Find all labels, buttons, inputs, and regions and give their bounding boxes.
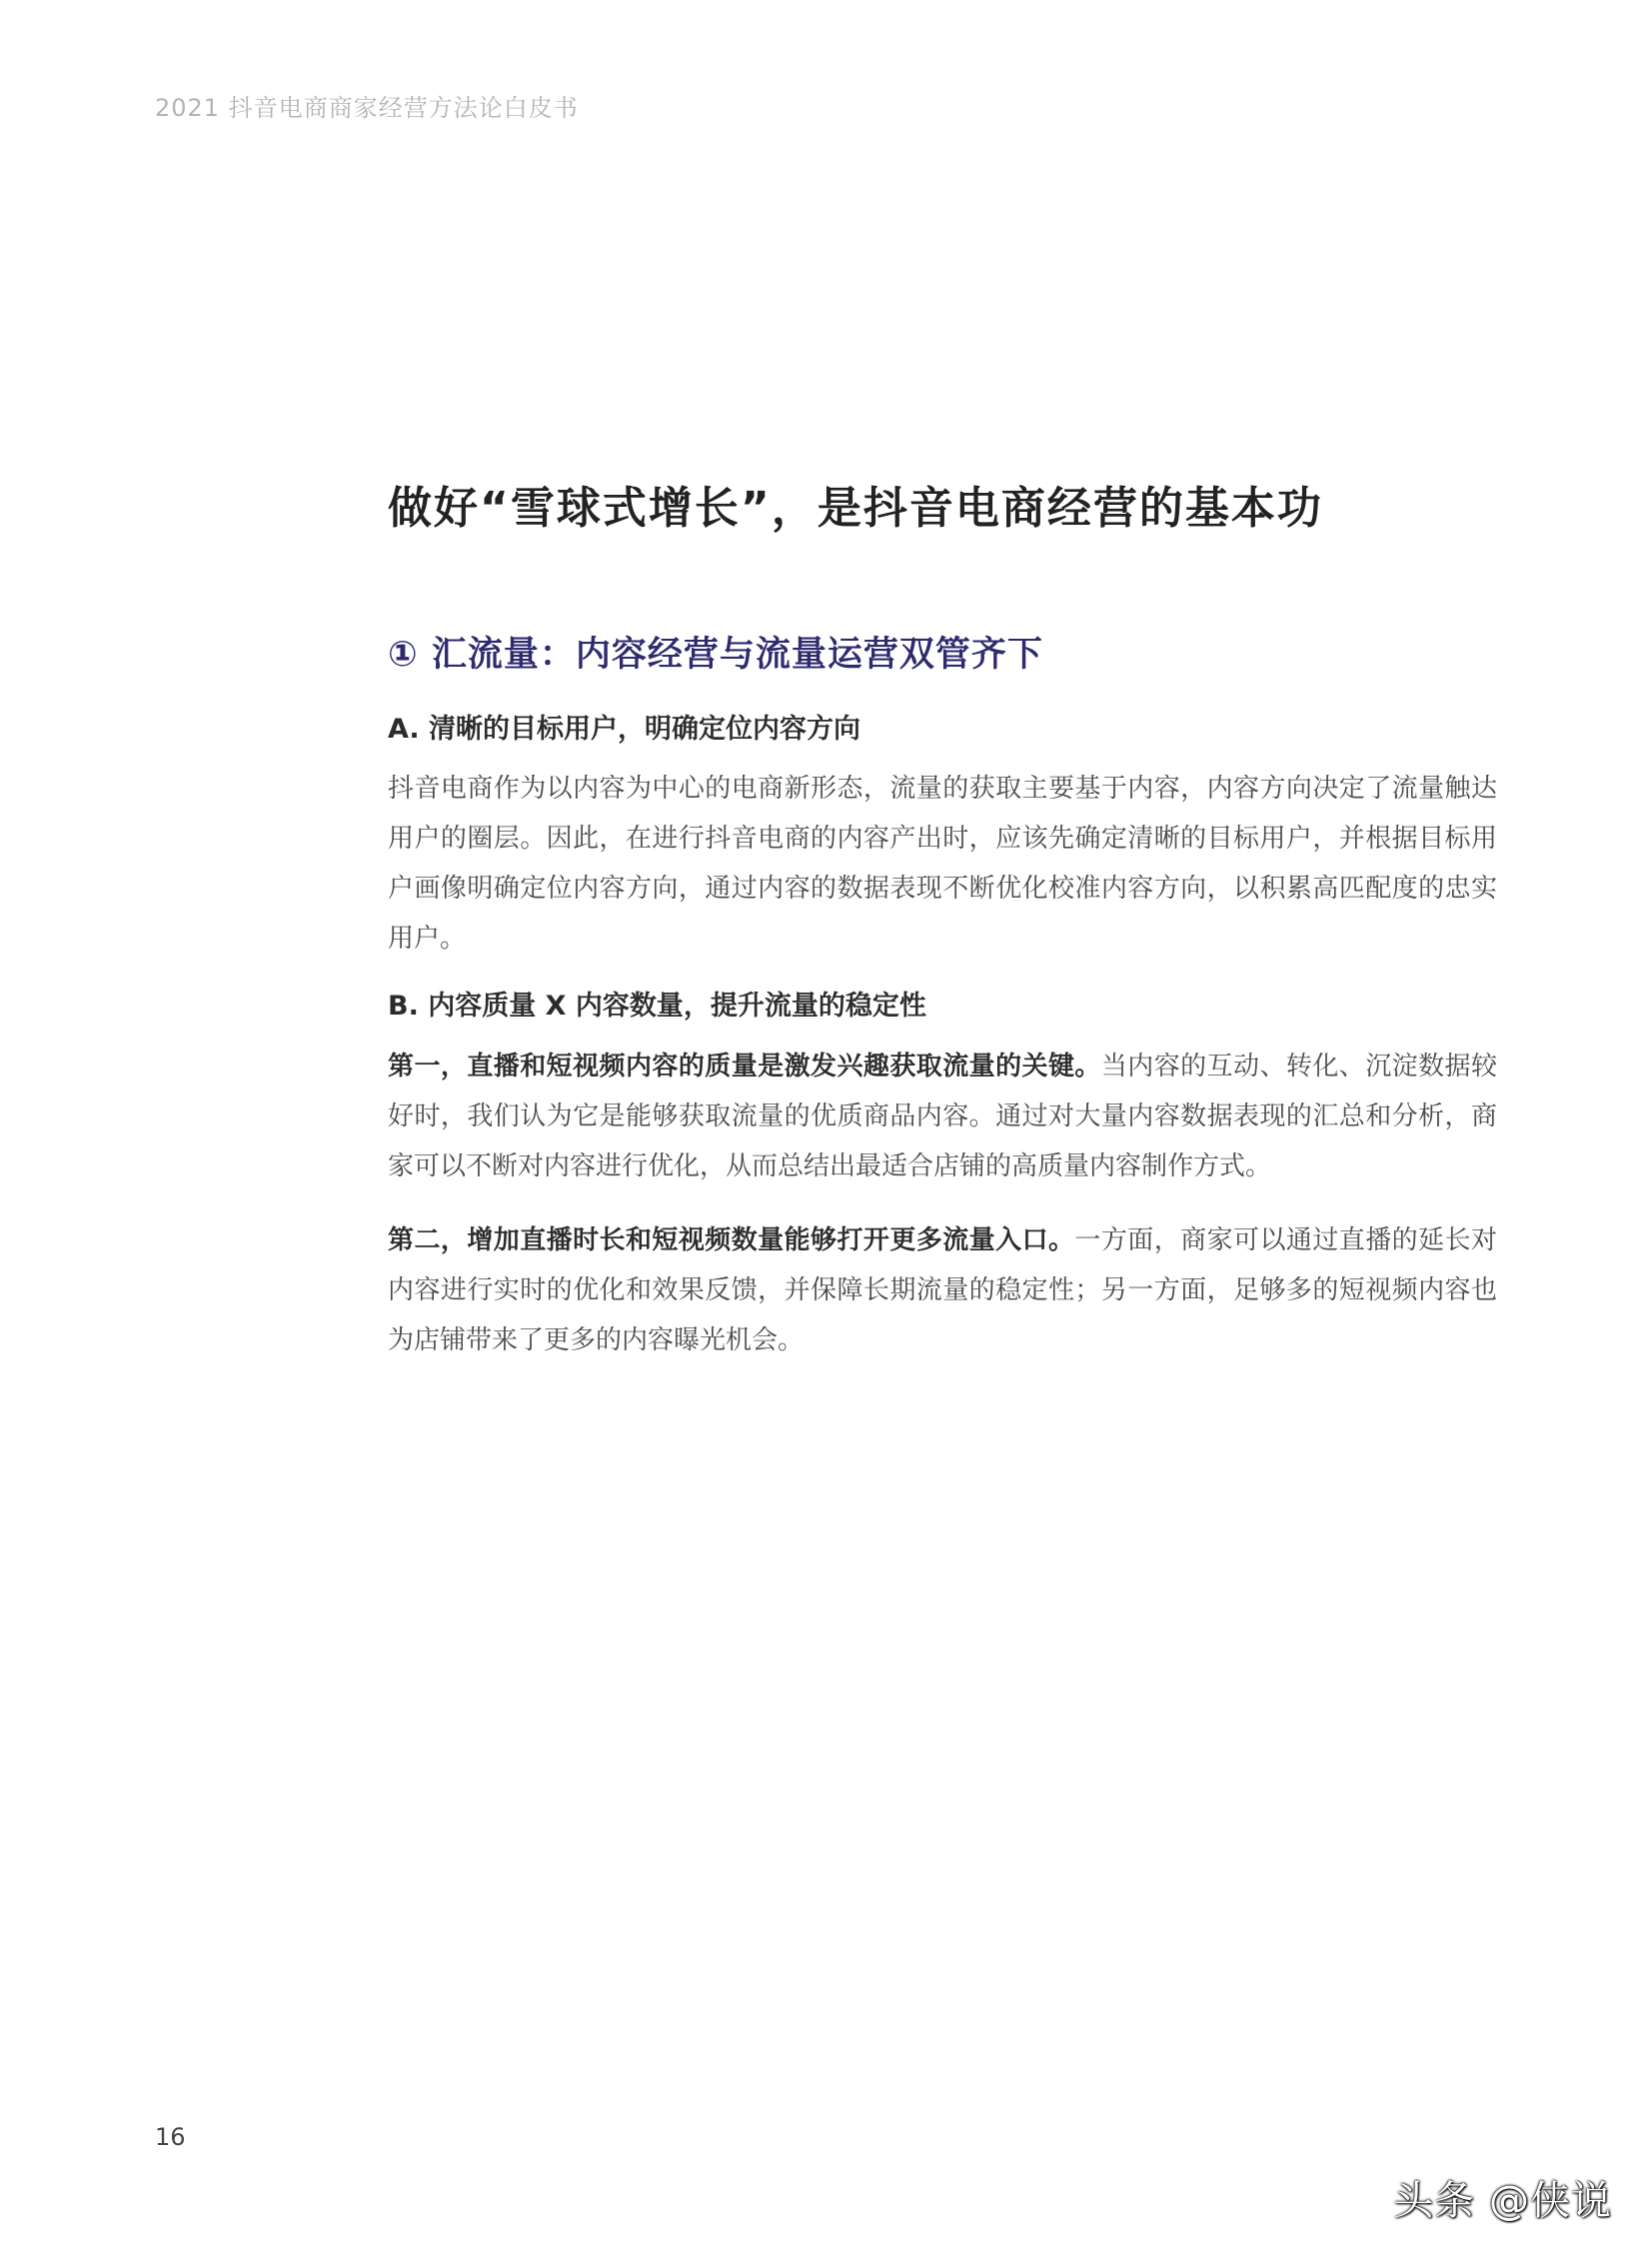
page-content bbox=[388, 480, 1497, 1389]
paragraph-1-lead: 第一，直播和短视频内容的质量是激发兴趣获取流量的关键。 bbox=[388, 1052, 1101, 1083]
subsection-b-paragraph-2 bbox=[388, 1215, 1497, 1365]
paragraph-2-body: 一方面，商家可以通过直播的延长对内容进行实时的优化和效果反馈，并保障长期流量的稳定性；另一方面，足够多的短视频内容也为店铺带来了更多的内容曝光机会。 bbox=[388, 1225, 1497, 1356]
subsection-a-body: 抖音电商作为以内容为中心的电商新形态，流量的获取主要基于内容，内容方向决定了流量触达用户的圈层。因此，在进行抖音电商的内容产出时，应该先确定清晰的目标用户，并根据目标用户画像明确定位内容方向，通过内容的数据表现不断优化校准内容方向，以积累高匹配度的忠实用户。 bbox=[388, 774, 1497, 955]
subsection-b-title: B. 内容质量 X 内容数量，提升流量的稳定性 bbox=[388, 991, 926, 1023]
watermark: 头条 @侠说 bbox=[1393, 2178, 1612, 2224]
running-header: 2021 抖音电商商家经营方法论白皮书 bbox=[155, 94, 579, 122]
page-title: 做好“雪球式增长”，是抖音电商经营的基本功 bbox=[388, 483, 1323, 534]
page-number: 16 bbox=[155, 2123, 186, 2151]
paragraph-2-lead: 第二，增加直播时长和短视频数量能够打开更多流量入口。 bbox=[388, 1225, 1075, 1256]
subsection-b-paragraph-1 bbox=[388, 1042, 1497, 1191]
section-title: ① 汇流量：内容经营与流量运营双管齐下 bbox=[388, 635, 1043, 676]
paragraph-1-body: 当内容的互动、转化、沉淀数据较好时，我们认为它是能够获取流量的优质商品内容。通过对大量内容数据表现的汇总和分析，商家可以不断对内容进行优化，从而总结出最适合店铺的高质量内容制作方式。 bbox=[388, 1052, 1497, 1182]
subsection-a-title: A. 清晰的目标用户，明确定位内容方向 bbox=[388, 713, 861, 745]
